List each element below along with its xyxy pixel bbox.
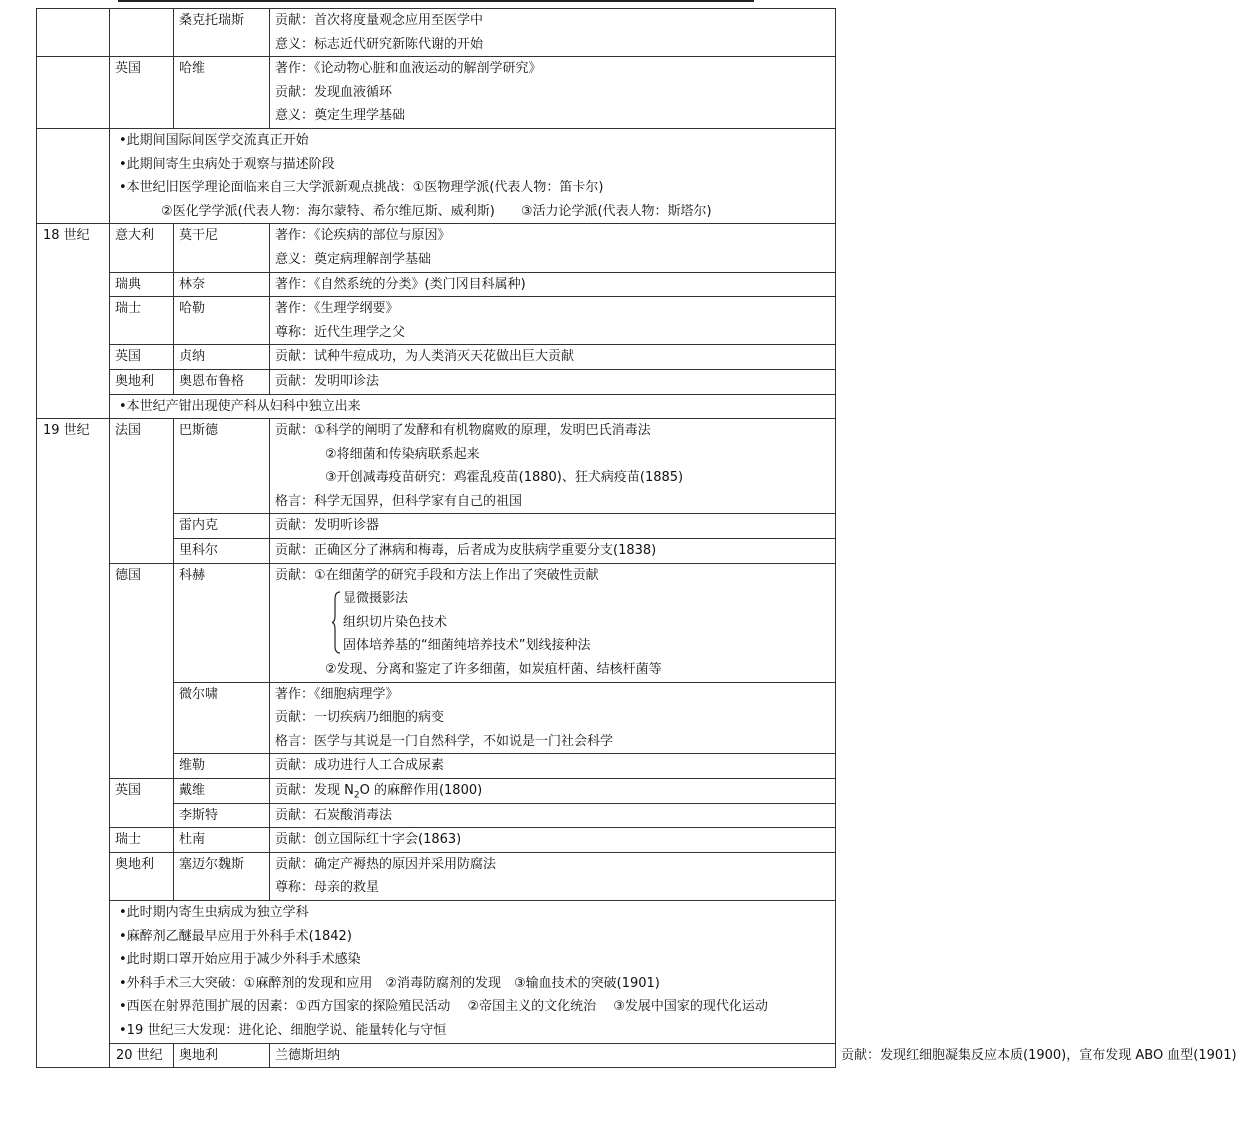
- note-part: ②医化学学派(代表人物：海尔蒙特、希尔维厄斯、威利斯): [161, 203, 495, 219]
- detail-cell: [270, 345, 836, 370]
- note-item: •外科手术三大突破：①麻醉剂的发现和应用 ②消毒防腐剂的发现 ③输血技术的突破(1901): [119, 975, 660, 991]
- detail-cell: [270, 9, 836, 57]
- detail-line: 贡献：确定产褥热的原因并采用防腐法: [275, 856, 497, 872]
- detail-line: 格言：科学无国界，但科学家有自己的祖国: [275, 493, 523, 509]
- country-name: 英国: [110, 57, 174, 129]
- detail-text: 贡献：发现 N: [275, 783, 354, 798]
- detail-cell: [270, 563, 836, 682]
- detail-cell: [270, 539, 836, 564]
- note-item: •19 世纪三大发现：进化论、细胞学说、能量转化与守恒: [119, 1022, 447, 1038]
- century-cell: [37, 57, 110, 129]
- detail-cell: [270, 754, 836, 779]
- table-row: [37, 394, 836, 419]
- country-name: 德国: [110, 563, 174, 778]
- table-row: [37, 563, 836, 682]
- note-item: •西医在射界范围扩展的因素：①西方国家的探险殖民活动 ②帝国主义的文化统治 ③发展中国家的现代化运动: [119, 999, 768, 1015]
- detail-line: 著作：《生理学纲要》: [275, 301, 399, 317]
- subscript-text: 2: [353, 790, 360, 801]
- person-name: 微尔啸: [174, 682, 270, 754]
- detail-cell: [270, 514, 836, 539]
- detail-cell: [270, 803, 836, 828]
- detail-line: 贡献：试种牛痘成功，为人类消灭天花做出巨大贡献: [275, 349, 575, 365]
- detail-line: 贡献：发现血液循环: [275, 84, 393, 100]
- curly-brace-icon: [331, 591, 341, 654]
- person-name: 桑克托瑞斯: [174, 9, 270, 57]
- person-name: 科赫: [174, 563, 270, 682]
- country-name: 意大利: [110, 224, 174, 272]
- detail-line: 著作：《自然系统的分类》(类门冈目科属种): [275, 276, 526, 292]
- person-name: 贞纳: [174, 345, 270, 370]
- table-row: [37, 272, 836, 297]
- person-name: 戴维: [174, 779, 270, 804]
- person-name: 雷内克: [174, 514, 270, 539]
- country-name: 英国: [110, 779, 174, 828]
- century-label: 18 世纪: [37, 224, 110, 419]
- country-name: 奥地利: [174, 1043, 270, 1068]
- table-row: [37, 779, 836, 804]
- table-row: [37, 297, 836, 345]
- detail-line: 贡献：一切疾病乃细胞的病变: [275, 710, 445, 726]
- person-name: 兰德斯坦纳: [270, 1043, 836, 1068]
- detail-line: 著作：《论动物心脏和血液运动的解剖学研究》: [275, 61, 542, 77]
- detail-line: 意义：标志近代研究新陈代谢的开始: [275, 36, 484, 52]
- note-item: •此期间国际间医学交流真正开始: [119, 132, 309, 148]
- table-row: [37, 57, 836, 129]
- table-row: [37, 900, 836, 1043]
- country-name: 瑞士: [110, 828, 174, 853]
- note-item: •此期间寄生虫病处于观察与描述阶段: [119, 156, 335, 172]
- detail-cell: [270, 297, 836, 345]
- method-item: 显微摄影法: [343, 591, 409, 607]
- notes-cell: [110, 900, 836, 1043]
- detail-cell: [270, 272, 836, 297]
- medical-history-table: [36, 8, 1237, 1068]
- century-label: 19 世纪: [37, 419, 110, 1068]
- detail-cell: [270, 57, 836, 129]
- detail-line: 意义：奠定病理解剖学基础: [275, 251, 432, 267]
- note-part: ③活力论学派(代表人物：斯塔尔): [520, 203, 712, 219]
- person-name: 莫干尼: [174, 224, 270, 272]
- detail-line: ③开创减毒疫苗研究：鸡霍乱疫苗(1880)、狂犬病疫苗(1885): [325, 470, 684, 486]
- detail-line: 尊称：母亲的救星: [275, 880, 380, 896]
- country-name: 法国: [110, 419, 174, 564]
- notes-cell: [110, 394, 836, 419]
- table-row: [37, 224, 836, 272]
- detail-cell: [270, 682, 836, 754]
- country-name: 瑞典: [110, 272, 174, 297]
- top-border-fragment: [118, 0, 754, 2]
- method-item: 固体培养基的“细菌纯培养技术”划线接种法: [343, 638, 591, 654]
- century-label: 20 世纪: [110, 1043, 174, 1068]
- person-name: 奥恩布鲁格: [174, 369, 270, 394]
- table-row: [37, 369, 836, 394]
- detail-line: 贡献：发明听诊器: [275, 518, 380, 534]
- person-name: 李斯特: [174, 803, 270, 828]
- detail-line: 贡献：首次将度量观念应用至医学中: [275, 13, 484, 28]
- country-name: 英国: [110, 345, 174, 370]
- person-name: 巴斯德: [174, 419, 270, 514]
- detail-line: 贡献：①在细菌学的研究手段和方法上作出了突破性贡献: [275, 567, 599, 583]
- detail-line: 贡献：成功进行人工合成尿素: [275, 758, 445, 774]
- detail-cell: [270, 419, 836, 514]
- person-name: 杜南: [174, 828, 270, 853]
- country-cell: [110, 9, 174, 57]
- method-item: 组织切片染色技术: [343, 614, 448, 630]
- table-row: [37, 828, 836, 853]
- notes-cell: [110, 128, 836, 223]
- detail-cell: [270, 779, 836, 804]
- detail-text: O 的麻醉作用(1800): [359, 783, 483, 798]
- detail-line: ②将细菌和传染病联系起来: [325, 446, 480, 462]
- detail-line: 意义：奠定生理学基础: [275, 108, 406, 124]
- note-item: •本世纪旧医学理论面临来自三大学派新观点挑战：①医物理学派(代表人物：笛卡尔): [119, 180, 604, 196]
- detail-line: 尊称：近代生理学之父: [275, 324, 406, 340]
- detail-line: 贡献：发明叩诊法: [275, 373, 380, 389]
- country-name: 瑞士: [110, 297, 174, 345]
- note-item: [115, 200, 830, 224]
- century-cell: [37, 9, 110, 57]
- detail-cell: [270, 852, 836, 900]
- detail-line: 格言：医学与其说是一门自然科学，不如说是一门社会科学: [275, 733, 614, 749]
- table-row: [37, 345, 836, 370]
- person-name: 里科尔: [174, 539, 270, 564]
- table-row: [37, 419, 836, 514]
- method-list: [275, 587, 830, 658]
- detail-line: 著作：《细胞病理学》: [275, 686, 399, 702]
- table-row: [37, 128, 836, 223]
- country-name: 奥地利: [110, 369, 174, 394]
- table-row: [37, 852, 836, 900]
- detail-line: ②发现、分离和鉴定了许多细菌，如炭疽杆菌、结核杆菌等: [325, 662, 662, 678]
- person-name: 林奈: [174, 272, 270, 297]
- table-row: [37, 9, 836, 57]
- detail-line: 贡献：①科学的阐明了发酵和有机物腐败的原理，发明巴氏消毒法: [275, 423, 651, 439]
- detail-line: 著作：《论疾病的部位与原因》: [275, 228, 451, 244]
- person-name: 塞迈尔魏斯: [174, 852, 270, 900]
- note-item: •此时期口罩开始应用于减少外科手术感染: [119, 952, 361, 968]
- detail-cell: [270, 828, 836, 853]
- detail-line: [275, 779, 830, 803]
- detail-line: 贡献：正确区分了淋病和梅毒，后者成为皮肤病学重要分支(1838): [275, 543, 657, 559]
- person-name: 哈维: [174, 57, 270, 129]
- note-item: •麻醉剂乙醚最早应用于外科手术(1842): [119, 928, 352, 944]
- person-name: 维勒: [174, 754, 270, 779]
- note-item: •本世纪产钳出现使产科从妇科中独立出来: [119, 398, 361, 414]
- century-cell: [37, 128, 110, 223]
- detail-cell: [270, 369, 836, 394]
- note-item: •此时期内寄生虫病成为独立学科: [119, 904, 309, 920]
- detail-cell: [270, 224, 836, 272]
- detail-line: 贡献：石炭酸消毒法: [275, 807, 393, 823]
- table-row: 20 世纪 奥地利 兰德斯坦纳 贡献：发现红细胞凝集反应本质(1900)，宣布发现 ABO 血型(1901): [37, 1043, 836, 1068]
- person-name: 哈勒: [174, 297, 270, 345]
- detail-line: 贡献：创立国际红十字会(1863): [275, 832, 462, 848]
- country-name: 奥地利: [110, 852, 174, 900]
